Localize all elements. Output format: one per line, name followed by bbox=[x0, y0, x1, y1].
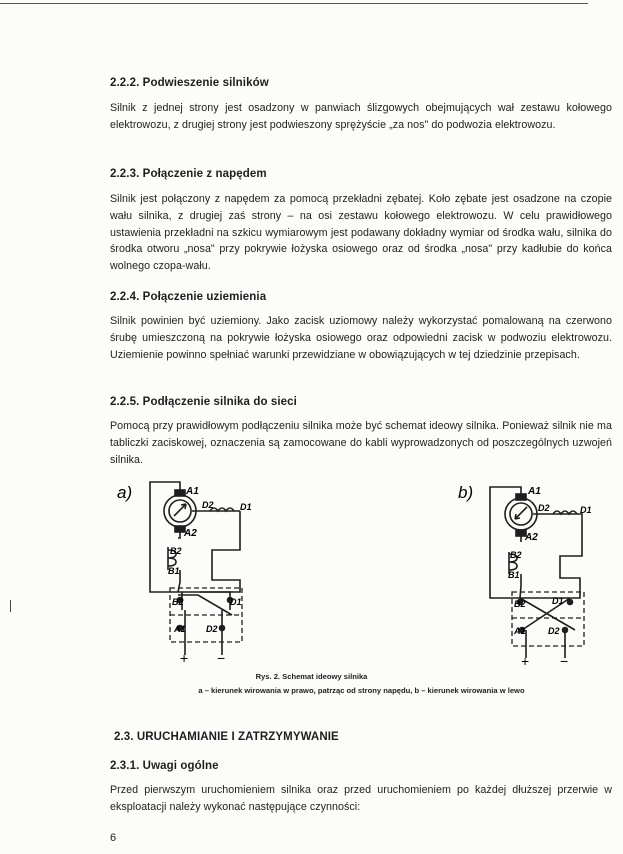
label-d2-box-b: D2 bbox=[548, 626, 560, 636]
label-b2-a: B2 bbox=[170, 546, 182, 556]
label-d1-a: D1 bbox=[240, 502, 252, 512]
label-b2-b: B2 bbox=[510, 550, 522, 560]
minus-a: − bbox=[217, 650, 226, 666]
label-d2-box-a: D2 bbox=[206, 624, 218, 634]
heading-2-2-4: 2.2.4. Połączenie uziemienia bbox=[110, 291, 267, 303]
label-d2-b: D2 bbox=[538, 503, 550, 513]
plus-a: + bbox=[180, 650, 189, 666]
figure-label-a: a) bbox=[117, 483, 133, 502]
heading-2-2-5: 2.2.5. Podłączenie silnika do sieci bbox=[110, 396, 297, 408]
circuit-diagram bbox=[0, 470, 623, 670]
label-a2-a: A2 bbox=[184, 528, 197, 539]
paragraph-2-2-2: Silnik z jednej strony jest osadzony w panwiach ślizgowych obejmujących wał zestawu kołowego elektrowozu, z drugiej strony jest podwieszony sprężyście „za nos" do podwozia elektrowozu. bbox=[110, 102, 612, 131]
label-a1-box-b: A1 bbox=[514, 626, 526, 636]
paragraph-2-2-5: Pomocą przy prawidłowym podłączeniu silnika może być schemat ideowy silnika. Ponieważ silnik nie ma tabliczki zaciskowej, oznaczenia są zamocowane do kabli wyprowadzonych od poszczególnych uzwojeń silnika. bbox=[110, 420, 612, 466]
figure-caption-description: a – kierunek wirowania w prawo, patrząc od strony napędu, b – kierunek wirowania w lewo bbox=[198, 686, 525, 695]
paragraph-2-3-1: Przed pierwszym uruchomieniem silnika oraz przed uruchomieniem po każdej dłuższej przerwie w eksploatacji należy wykonać następujące czynności: bbox=[110, 784, 612, 813]
label-a1-b: A1 bbox=[528, 486, 541, 497]
label-a1-a: A1 bbox=[186, 486, 199, 497]
heading-2-2-3: 2.2.3. Połączenie z napędem bbox=[110, 168, 267, 180]
plus-b: + bbox=[521, 653, 530, 669]
page-number: 6 bbox=[110, 832, 117, 844]
heading-2-3: 2.3. URUCHAMIANIE I ZATRZYMYWANIE bbox=[114, 731, 339, 743]
diagram-a bbox=[150, 482, 240, 655]
label-d1-box-b: D1 bbox=[552, 596, 564, 606]
figure-label-b: b) bbox=[458, 483, 474, 502]
label-b2-box-b: B2 bbox=[514, 599, 526, 609]
paragraph-2-2-4: Silnik powinien być uziemiony. Jako zacisk uziomowy należy wykorzystać pomalowaną na czerwono śrubę umieszczoną na pokrywie łożyska osiowego oraz odpowiedni zacisk w podwoziu elektrowozu. Uziemienie powinno spełniać warunki przewidziane w obowiązujących w tej dziedzinie przepisach. bbox=[110, 315, 612, 361]
label-b1-a: B1 bbox=[168, 566, 180, 576]
label-d2-a: D2 bbox=[202, 500, 214, 510]
label-a2-b: A2 bbox=[525, 532, 538, 543]
top-rule bbox=[0, 3, 588, 4]
label-d1-box-a: D1 bbox=[230, 597, 242, 607]
figure-caption-title: Rys. 2. Schemat ideowy silnika bbox=[255, 672, 368, 681]
label-a1-box-a: A1 bbox=[174, 624, 186, 634]
minus-b: − bbox=[560, 653, 569, 669]
label-d1-b: D1 bbox=[580, 505, 592, 515]
heading-2-3-1: 2.3.1. Uwagi ogólne bbox=[110, 760, 219, 772]
label-b1-b: B1 bbox=[508, 570, 520, 580]
diagram-b bbox=[490, 487, 582, 658]
paragraph-2-2-3: Silnik jest połączony z napędem za pomocą przekładni zębatej. Koło zębate jest osadzone na czopie wału silnika, z drugiej zaś strony – na osi zestawu kołowego elektrowozu. W celu prawidłowego ustawienia przekładni na szkicu wymiarowym jest podawany dokładny wymiar od środka wału, silnika do środka otworu „nosa" przy pokrywie łożyska osiowego oraz od środka „nosa" przy kadłubie do końca wolnego czopa-wału. bbox=[110, 193, 612, 273]
heading-2-2-2: 2.2.2. Podwieszenie silników bbox=[110, 77, 269, 89]
label-b2-box-a: B2 bbox=[172, 597, 184, 607]
